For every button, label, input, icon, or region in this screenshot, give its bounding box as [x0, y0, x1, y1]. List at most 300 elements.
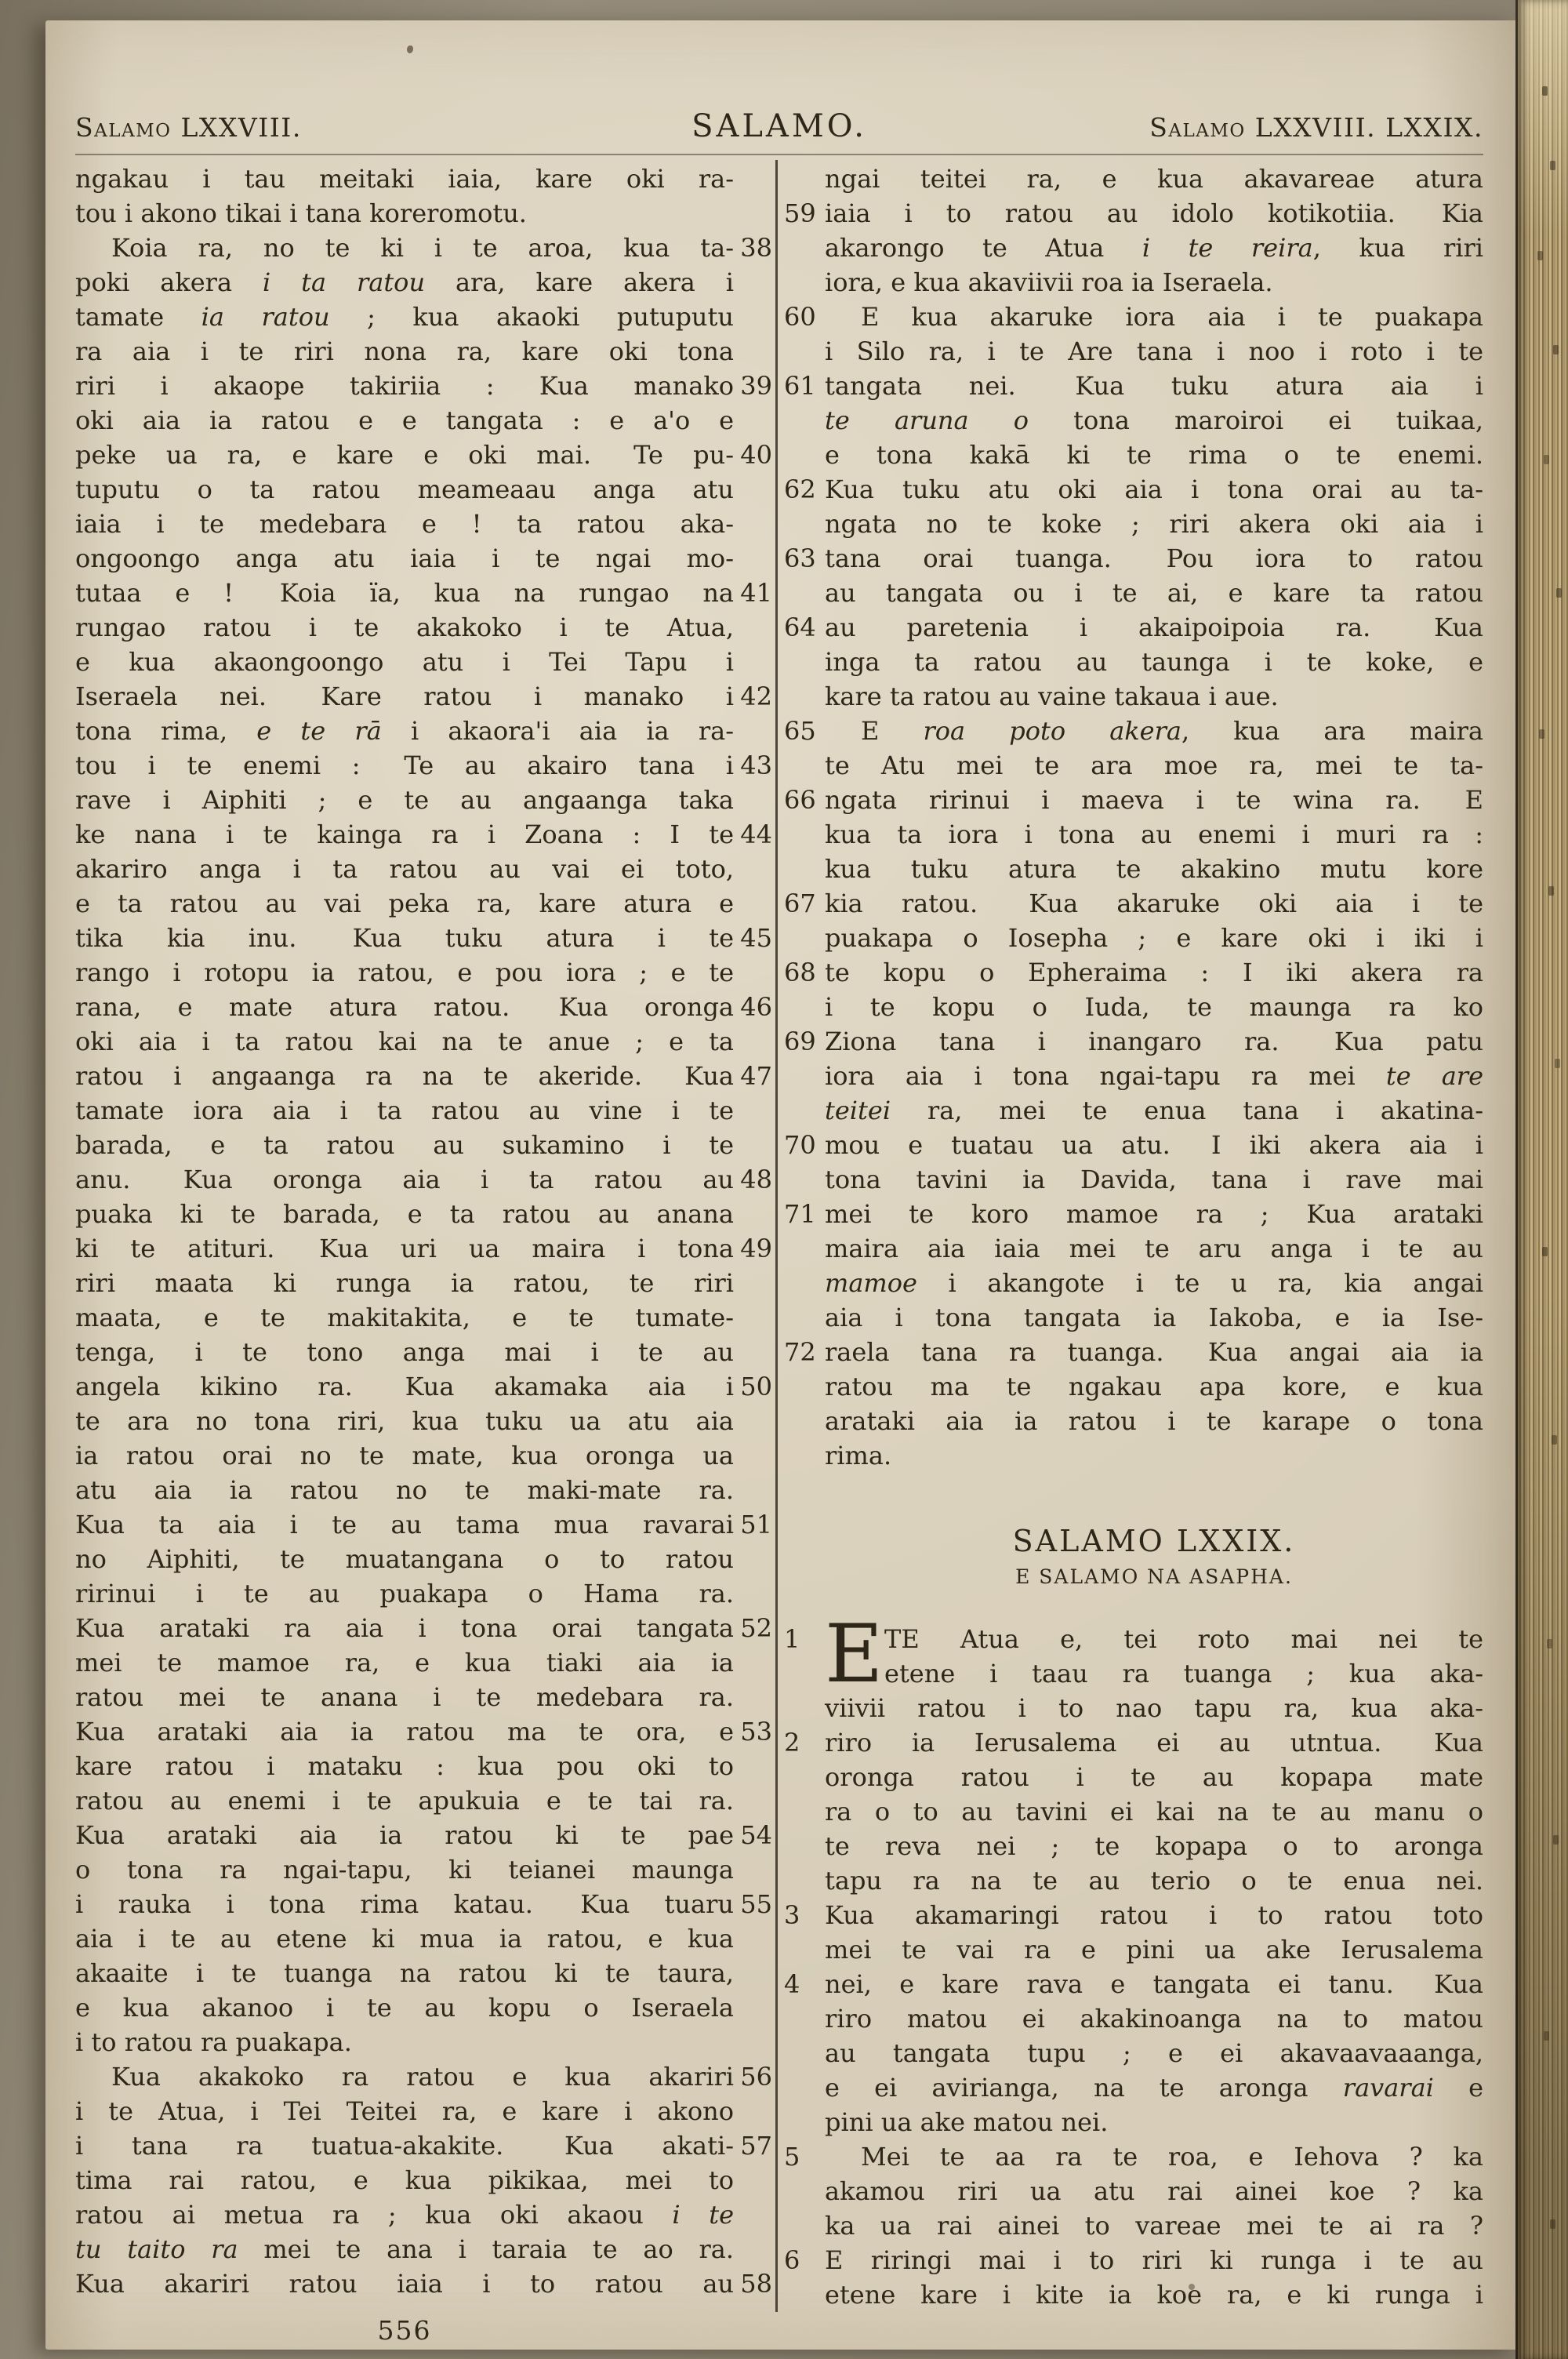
line-text: peke ua ra, e kare e oki mai. Te pu- [75, 440, 734, 470]
text-line [784, 1967, 1483, 2001]
line-text: Kua akakoko ra ratou e kua akariri [111, 2062, 734, 2092]
text-line [75, 507, 734, 541]
verse-number: 52 [740, 1613, 772, 1643]
line-text: mou e tuatau ua atu. I iki akera aia i [825, 1130, 1483, 1160]
line-text: E riringi mai i to riri ki runga i te au [825, 2245, 1483, 2275]
line-text: ra aia i te riri nona ra, kare oki tona [75, 336, 734, 366]
line-text: tou i akono tikai i tana koreromotu. [75, 198, 527, 228]
line-text: au tangata tupu ; e ei akavaavaaanga, [825, 2038, 1483, 2068]
text-line [784, 196, 1483, 231]
line-text: akarongo te Atua i te reira, kua riri [825, 233, 1484, 263]
text-line [825, 1162, 1483, 1197]
line-text: rango i rotopu ia ratou, e pou iora ; e te [75, 958, 734, 987]
text-line [784, 1024, 1483, 1059]
psalm-subheading: E SALAMO NA ASAPHA. [1015, 1565, 1293, 1588]
text-line [784, 472, 1483, 507]
verse-number: 58 [740, 2269, 772, 2299]
text-line [75, 817, 772, 852]
text-line [75, 2059, 772, 2094]
text-line [784, 300, 1483, 334]
verse-number: 43 [740, 751, 772, 780]
verse-number: 55 [740, 1889, 772, 1919]
text-area [75, 162, 1483, 2351]
line-text: i te Atua, i Tei Teitei ra, e kare i akono [75, 2096, 734, 2126]
line-text: tona tavini ia Davida, tana i rave mai [825, 1165, 1483, 1194]
text-line [75, 334, 734, 369]
line-text: au tangata ou i te ai, e kare ta ratou [825, 578, 1483, 608]
line-text: viivii ratou i to nao tapu ra, kua aka- [825, 1693, 1483, 1723]
line-text: tutaa e ! Koia ïa, kua na rungao na [75, 578, 734, 608]
text-line [75, 438, 772, 472]
verse-number: 60 [784, 302, 816, 332]
line-text: maira aia iaia mei te aru anga i te au [825, 1234, 1483, 1263]
verse-number: 6 [784, 2245, 800, 2275]
text-line [75, 1024, 734, 1059]
text-line [825, 162, 1483, 196]
text-line [825, 817, 1483, 852]
text-line [784, 714, 1484, 748]
line-text: mei te mamoe ra, e kua tiaki aia ia [75, 1648, 734, 1677]
line-text: etene kare i kite ia koe ra, e ki runga i [825, 2280, 1483, 2310]
verse-number: 49 [740, 1234, 772, 1263]
verse-number: 70 [784, 1130, 816, 1160]
text-line [784, 783, 1483, 817]
text-line [784, 610, 1483, 645]
column-divider [775, 160, 778, 2312]
line-text: E roa poto akera, kua ara maira [861, 716, 1484, 746]
text-line [825, 1369, 1483, 1404]
text-line [75, 2128, 772, 2163]
line-text: barada, e ta ratou au sukamino i te [75, 1130, 734, 1160]
text-line [75, 679, 772, 714]
line-text: ngakau i tau meitaki iaia, kare oki ra- [75, 164, 734, 194]
line-text: iora aia i tona ngai-tapu ra mei te are [825, 1061, 1484, 1091]
dropcap-letter: E [825, 1608, 884, 1701]
line-text: akamou riri ua atu rai ainei koe ? ka [825, 2176, 1483, 2206]
text-line [75, 1369, 772, 1404]
text-line [75, 1300, 734, 1335]
line-text: Kua arataki ra aia i tona orai tangata [75, 1613, 734, 1643]
text-line [825, 1438, 1483, 1473]
line-text: Kua akamaringi ratou i to ratou toto [825, 1900, 1483, 1930]
page-number: 556 [377, 2315, 432, 2346]
line-text: Iseraela nei. Kare ratou i manako i [75, 682, 734, 711]
verse-number: 40 [740, 440, 772, 470]
verse-number: 72 [784, 1337, 816, 1367]
line-text: i to ratou ra puakapa. [75, 2027, 352, 2057]
line-text: Ziona tana i inangaro ra. Kua patu [825, 1027, 1483, 1056]
line-text: Koia ra, no te ki i te aroa, kua ta- [111, 233, 734, 263]
text-line [75, 1197, 734, 1231]
text-line [75, 1059, 772, 1093]
header-right: Salamo LXXVIII. LXXIX. [1149, 112, 1484, 143]
text-line [75, 1576, 734, 1611]
line-text: angela kikino ra. Kua akamaka aia i [75, 1372, 734, 1401]
book-page [45, 20, 1518, 2350]
dropcap-lines [884, 1622, 1483, 1691]
text-line [784, 955, 1483, 990]
line-text: e kua akanoo i te au kopu o Iseraela [75, 1993, 734, 2023]
text-line [75, 1852, 734, 1887]
text-line [825, 1093, 1483, 1128]
text-line [825, 921, 1483, 955]
text-line [75, 1507, 772, 1542]
text-line [75, 1611, 772, 1645]
verse-number: 45 [740, 923, 772, 953]
text-line [75, 714, 734, 748]
text-line [75, 162, 734, 196]
line-text: Kua tuku atu oki aia i tona orai au ta- [825, 474, 1483, 504]
line-text: o tona ra ngai-tapu, ki teianei maunga [75, 1855, 734, 1885]
line-text: E kua akaruke iora aia i te puakapa [861, 302, 1483, 332]
line-text: anu. Kua oronga aia i ta ratou au [75, 1165, 734, 1194]
line-text: i rauka i tona rima katau. Kua tuaru [75, 1889, 734, 1919]
line-text: puaka ki te barada, e ta ratou au anana [75, 1199, 734, 1229]
line-text: raela tana ra tuanga. Kua angai aia ia [825, 1337, 1483, 1367]
text-line [75, 2232, 734, 2266]
text-line [784, 1335, 1483, 1369]
line-text: maata, e te makitakita, e te tumate- [75, 1303, 734, 1332]
text-line [75, 541, 734, 576]
text-line [825, 231, 1483, 265]
line-text: kare ratou i mataku : kua pou oki to [75, 1751, 734, 1781]
verse-number: 53 [740, 1717, 772, 1747]
text-line [75, 1404, 734, 1438]
line-text: tangata nei. Kua tuku atura aia i [825, 371, 1483, 401]
verse-number: 62 [784, 474, 816, 504]
line-text: rana, e mate atura ratou. Kua oronga [75, 992, 734, 1022]
text-line [825, 2001, 1483, 2036]
text-line [75, 1438, 734, 1473]
line-text: tona rima, e te rā i akaora'i aia ia ra- [75, 716, 735, 746]
text-line [825, 1266, 1483, 1300]
text-line [75, 1542, 734, 1576]
text-line [75, 921, 772, 955]
verse-number: 69 [784, 1027, 816, 1056]
line-text: nei, e kare rava e tangata ei tanu. Kua [825, 1969, 1483, 1999]
verse-number: 68 [784, 958, 816, 987]
verse-number: 66 [784, 785, 816, 815]
verse-number: 39 [740, 371, 772, 401]
verse-number: 41 [740, 578, 772, 608]
text-line [825, 507, 1483, 541]
psalm-heading: SALAMO LXXIX. [1012, 1524, 1296, 1558]
line-text: te ara no tona riri, kua tuku ua atu aia [75, 1406, 734, 1436]
text-line [75, 2025, 734, 2059]
text-line [75, 1887, 772, 1921]
text-line [825, 334, 1483, 369]
text-line [75, 852, 734, 886]
text-line [825, 1829, 1483, 1863]
book-fore-edge [1515, 0, 1568, 2359]
line-text: oki aia ia ratou e e tangata : e a'o e [75, 405, 734, 435]
line-text: te aruna o tona maroiroi ei tuikaa, [825, 405, 1483, 435]
text-line [75, 1783, 734, 1818]
line-text: ngata no te koke ; riri akera oki aia i [825, 509, 1483, 539]
verse-number: 44 [740, 820, 772, 849]
text-line [75, 2163, 734, 2197]
line-text: e tona kakā ki te rima o te enemi. [825, 440, 1483, 470]
text-line [825, 403, 1483, 438]
text-line [75, 1956, 734, 1990]
text-line [75, 2197, 734, 2232]
ink-speck [1189, 2284, 1195, 2290]
line-text: mamoe i akangote i te u ra, kia angai [825, 1268, 1483, 1298]
line-text: i Silo ra, i te Are tana i noo i roto i te [825, 336, 1483, 366]
text-line [825, 2105, 1483, 2139]
line-text: rave i Aiphiti ; e te au angaanga taka [75, 785, 734, 815]
line-text: ra o to au tavini ei kai na te au manu o [825, 1797, 1483, 1826]
line-text: te kopu o Epheraima : I iki akera ra [825, 958, 1483, 987]
text-line [75, 1921, 734, 1956]
line-text: aia i tona tangata ia Iakoba, e ia Ise- [825, 1303, 1483, 1332]
verse-number: 56 [740, 2062, 772, 2092]
text-line [825, 1404, 1483, 1438]
line-text: ngai teitei ra, e kua akavareae atura [825, 164, 1483, 194]
line-text: Kua ta aia i te au tama mua ravarai [75, 1510, 734, 1539]
text-line [784, 1128, 1483, 1162]
header-left: Salamo LXXVIII. [75, 112, 302, 143]
line-text: Kua akariri ratou iaia i to ratou au [75, 2269, 734, 2299]
line-text: tou i te enemi : Te au akairo tana i [75, 751, 734, 780]
text-line [825, 1059, 1483, 1093]
text-line [825, 679, 1483, 714]
line-text: ki te atituri. Kua uri ua maira i tona [75, 1234, 734, 1263]
text-line [75, 472, 734, 507]
text-line [825, 2036, 1483, 2070]
line-text: kare ta ratou au vaine takaua i aue. [825, 682, 1279, 711]
text-line [75, 1266, 734, 1300]
text-line [784, 1898, 1483, 1932]
text-line [825, 2070, 1483, 2105]
verse-number: 59 [784, 198, 816, 228]
text-line [75, 1714, 772, 1749]
line-text: tima rai ratou, e kua pikikaa, mei to [75, 2165, 734, 2195]
line-text: te reva nei ; te kopapa o to aronga [825, 1831, 1483, 1861]
line-text: pini ua ake matou nei. [825, 2107, 1109, 2137]
text-line [75, 2266, 772, 2301]
line-text: akariro anga i ta ratou au vai ei toto, [75, 854, 734, 884]
text-line [75, 265, 734, 300]
line-text: rungao ratou i te akakoko i te Atua, [75, 612, 734, 642]
line-text: tenga, i te tono anga mai i te au [75, 1337, 734, 1367]
text-line [825, 645, 1483, 679]
text-line [825, 438, 1483, 472]
text-line [825, 1300, 1483, 1335]
line-text: aia i te au etene ki mua ia ratou, e kua [75, 1924, 734, 1954]
verse-number: 38 [740, 233, 772, 263]
text-line [825, 990, 1483, 1024]
text-line [75, 1818, 772, 1852]
text-line [75, 783, 734, 817]
fore-edge-marks [1542, 86, 1548, 96]
text-line [75, 1749, 734, 1783]
text-line [784, 369, 1483, 403]
text-line [825, 2174, 1483, 2208]
verse-number: 42 [740, 682, 772, 711]
line-text: tu taito ra mei te ana i taraia te ao ra. [75, 2234, 735, 2264]
dropcap-block [784, 1608, 1483, 1701]
verse-number: 4 [784, 1969, 800, 1999]
text-line [825, 852, 1483, 886]
line-text: ratou mei te anana i te medebara ra. [75, 1682, 734, 1712]
line-text: Kua arataki aia ia ratou ki te pae [75, 1820, 734, 1850]
text-line [75, 645, 734, 679]
text-line [75, 300, 734, 334]
line-text: mei te koro mamoe ra ; Kua arataki [825, 1199, 1483, 1229]
text-line [75, 955, 734, 990]
verse-number: 3 [784, 1900, 800, 1930]
text-line [75, 1093, 734, 1128]
verse-number: 2 [784, 1728, 800, 1757]
line-text: no Aiphiti, te muatangana o to ratou [75, 1544, 734, 1574]
right-column [784, 162, 1484, 2312]
text-line [825, 748, 1483, 783]
text-line [75, 1335, 734, 1369]
text-line [75, 403, 734, 438]
line-text: ongoongo anga atu iaia i te ngai mo- [75, 543, 734, 573]
line-text: iora, e kua akaviivii roa ia Iseraela. [825, 267, 1273, 297]
text-line [825, 1231, 1483, 1266]
text-line [75, 1680, 734, 1714]
verse-number: 61 [784, 371, 816, 401]
verse-number: 46 [740, 992, 772, 1022]
line-text: akaaite i te tuanga na ratou ki te taura, [75, 1958, 734, 1988]
line-text: tamate iora aia i ta ratou au vine i te [75, 1096, 734, 1125]
line-text: tuputu o ta ratou meameaau anga atu [75, 474, 734, 504]
text-line [75, 1128, 734, 1162]
line-text: mei te vai ra e pini ua ake Ierusalema [825, 1935, 1483, 1965]
line-text: kua tuku atura te akakino mutu kore [825, 854, 1483, 884]
text-line [825, 1760, 1483, 1794]
text-line [825, 2277, 1483, 2312]
line-text: i te kopu o Iuda, te maunga ra ko [825, 992, 1483, 1022]
verse-number: 54 [740, 1820, 772, 1850]
line-text: Kua arataki aia ia ratou ma te ora, e [75, 1717, 734, 1747]
right-column-psalm-79 [784, 1691, 1484, 2312]
verse-number: 67 [784, 889, 816, 918]
line-text: riri i akaope takiriia : Kua manako [75, 371, 734, 401]
verse-number: 47 [740, 1061, 772, 1091]
line-text: riri maata ki runga ia ratou, te riri [75, 1268, 734, 1298]
line-text: ratou ai metua ra ; kua oki akaou i te [75, 2200, 735, 2230]
line-text: iaia i te medebara e ! ta ratou aka- [75, 509, 734, 539]
line-text: oki aia i ta ratou kai na te anue ; e ta [75, 1027, 734, 1056]
line-text: ke nana i te kainga ra i Zoana : I te [75, 820, 734, 849]
line-text: ia ratou orai no te mate, kua oronga ua [75, 1441, 734, 1470]
line-text: ratou au enemi i te apukuia e te tai ra. [75, 1786, 734, 1816]
left-column [75, 162, 772, 2301]
text-line [75, 1645, 734, 1680]
text-line [75, 576, 772, 610]
text-line [825, 2208, 1483, 2243]
line-text: puakapa o Iosepha ; e kare oki i iki i [825, 923, 1483, 953]
verse-number: 57 [740, 2131, 772, 2161]
text-line [75, 2094, 734, 2128]
line-text: riro matou ei akakinoanga na to matou [825, 2004, 1483, 2034]
text-line [75, 231, 772, 265]
text-line [75, 1162, 772, 1197]
line-text: oronga ratou i te au kopapa mate [825, 1762, 1483, 1792]
header-center: SALAMO. [691, 108, 867, 144]
line-text: poki akera i ta ratou ara, kare akera i [75, 267, 735, 297]
line-text: tika kia inu. Kua tuku atura i te [75, 923, 734, 953]
line-text: ratou ma te ngakau apa kore, e kua [825, 1372, 1483, 1401]
line-text: inga ta ratou au taunga i te koke, e [825, 647, 1483, 677]
text-line [784, 541, 1483, 576]
text-line: TE Atua e, tei roto mai nei te [884, 1624, 1483, 1654]
text-line [784, 886, 1483, 921]
header-rule [75, 154, 1483, 155]
line-text: iaia i to ratou au idolo kotikotiia. Kia [825, 198, 1483, 228]
line-text: ka ua rai ainei to vareae mei te ai ra ? [825, 2211, 1483, 2241]
verse-number: 71 [784, 1199, 816, 1229]
verse-number: 64 [784, 612, 816, 642]
verse-number: 63 [784, 543, 816, 573]
verse-number: 65 [784, 716, 816, 746]
line-text: ratou i angaanga ra na te akeride. Kua [75, 1061, 734, 1091]
text-line [784, 1725, 1483, 1760]
line-text: kua ta iora i tona au enemi i muri ra : [825, 820, 1483, 849]
line-text: te Atu mei te ara moe ra, mei te ta- [825, 751, 1483, 780]
text-line [784, 2243, 1483, 2277]
text-line [825, 1863, 1483, 1898]
line-text: rima. [825, 1441, 892, 1470]
text-line [75, 748, 772, 783]
text-line [784, 2139, 1483, 2174]
text-line [825, 1691, 1483, 1725]
line-text: riro ia Ierusalema ei au utntua. Kua [825, 1728, 1483, 1757]
line-text: tana orai tuanga. Pou iora to ratou [825, 543, 1483, 573]
text-line [75, 886, 734, 921]
verse-number: 48 [740, 1165, 772, 1194]
verse-number: 5 [784, 2142, 800, 2172]
line-text: au paretenia i akaipoipoia ra. Kua [825, 612, 1483, 642]
right-column-psalm-78 [784, 162, 1484, 1473]
verse-number: 51 [740, 1510, 772, 1539]
line-text: kia ratou. Kua akaruke oki aia i te [825, 889, 1483, 918]
line-text: arataki aia ia ratou i te karape o tona [825, 1406, 1483, 1436]
text-line [825, 1794, 1483, 1829]
text-line [784, 1197, 1483, 1231]
text-line [75, 1231, 772, 1266]
line-text: e kua akaongoongo atu i Tei Tapu i [75, 647, 734, 677]
running-head [75, 108, 1483, 144]
line-text: e ta ratou au vai peka ra, kare atura e [75, 889, 734, 918]
text-line [75, 610, 734, 645]
text-line [75, 369, 772, 403]
line-text: i tana ra tuatua-akakite. Kua akati- [75, 2131, 734, 2161]
line-text: tapu ra na te au terio o te enua nei. [825, 1866, 1483, 1896]
text-line [825, 1932, 1483, 1967]
text-line [75, 990, 772, 1024]
line-text: teitei ra, mei te enua tana i akatina- [825, 1096, 1483, 1125]
text-line: etene i taau ra tuanga ; kua aka- [884, 1659, 1483, 1688]
verse-number: 1 [784, 1624, 800, 1654]
text-line [75, 196, 734, 231]
line-text: atu aia ia ratou no te maki-mate ra. [75, 1475, 734, 1505]
verse-number: 50 [740, 1372, 772, 1401]
line-text: ngata ririnui i maeva i te wina ra. E [825, 785, 1483, 815]
line-text: tamate ia ratou ; kua akaoki putuputu [75, 302, 734, 332]
line-text: ririnui i te au puakapa o Hama ra. [75, 1579, 734, 1608]
text-line [825, 265, 1483, 300]
line-text: Mei te aa ra te roa, e Iehova ? ka [861, 2142, 1483, 2172]
text-line [75, 1990, 734, 2025]
text-line [75, 1473, 734, 1507]
line-text: e ei avirianga, na te aronga ravarai e [825, 2073, 1484, 2103]
text-line [825, 576, 1483, 610]
